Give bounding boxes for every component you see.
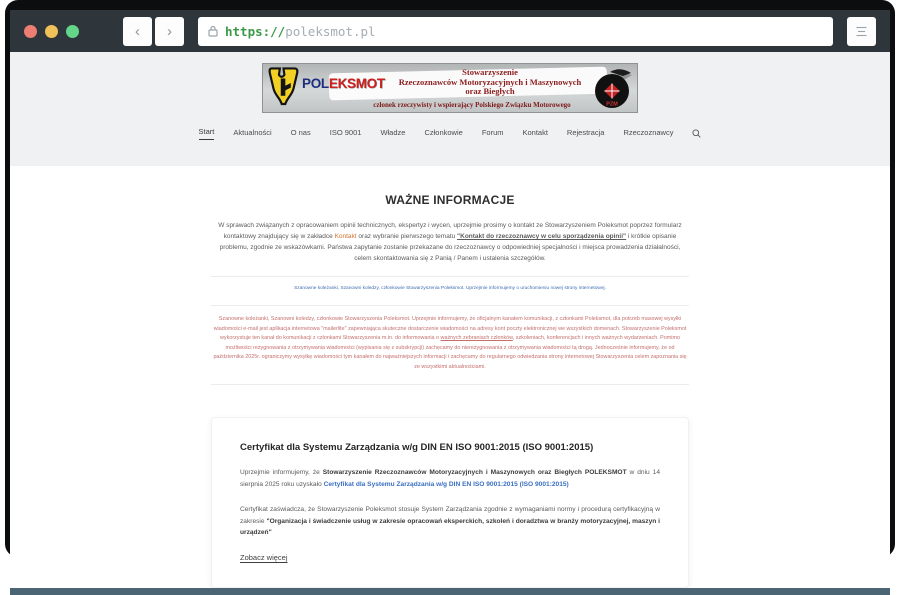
nav-item-kontakt[interactable]: Kontakt xyxy=(522,127,548,137)
forward-button[interactable] xyxy=(155,17,184,46)
browser-menu-button[interactable] xyxy=(847,17,876,46)
page-title: WAŻNE INFORMACJE xyxy=(385,193,515,207)
divider xyxy=(211,305,689,306)
cert-p2-bold-scope: "Organizacja i świadczenie usług w zakresie opracowań eksperckich, szkoleń i doradztwa w branży motoryzacyjnej, maszyn i urządzeń" xyxy=(240,517,660,536)
divider xyxy=(211,384,689,385)
kontakt-link[interactable]: Kontakt xyxy=(334,233,357,240)
address-bar[interactable] xyxy=(198,17,833,46)
red-note-text-2: , szkoleniach, konferencjach i innych ważnych wydarzeniach. Pomimo możliwości rezygnowania z otrzymywania wiadomości (wypisania się z subskrypcji) zachęcamy do nierezygnowania z otrzymywania wiadomości tą drogą. Jednocześnie informujemy, że od października 2025r. ograniczymy wysyłkę wiadomości tym kanałem do najważniejszych informacji i zachęcamy do regularnego odwiedzania strony internetowej Stowarzyszenia celem zapoznania się ze wszystkimi aktualnościami. xyxy=(213,335,687,370)
site-header xyxy=(10,52,890,166)
search-icon xyxy=(692,129,701,138)
poleksmot-tulip-logo xyxy=(268,67,299,110)
nav-item-czlonkowie[interactable]: Członkowie xyxy=(424,127,463,137)
menu-icon xyxy=(855,26,868,37)
nav-item-aktualnosci[interactable]: Aktualności xyxy=(233,127,272,137)
cert-p1-bold: Stowarzyszenie Rzeczoznawców Motoryzacyjnych i Maszynowych oraz Biegłych POLEKSMOT xyxy=(322,469,627,476)
certificate-paragraph-2 xyxy=(240,504,660,539)
chevron-right-icon: › xyxy=(167,22,172,40)
browser-titlebar xyxy=(10,10,890,52)
lock-icon xyxy=(208,25,218,37)
nav-item-wladze[interactable]: Władze xyxy=(380,127,406,137)
page-viewport xyxy=(10,52,890,588)
nav-item-rejestracja[interactable]: Rejestracja xyxy=(566,127,605,137)
traffic-light-maximize-icon[interactable] xyxy=(66,25,79,38)
certificate-card-title: Certyfikat dla Systemu Zarządzania w/g DIN EN ISO 9001:2015 (ISO 9001:2015) xyxy=(240,442,594,453)
traffic-light-close-icon[interactable] xyxy=(24,25,37,38)
window-controls xyxy=(24,25,79,38)
certificate-card xyxy=(211,417,689,588)
url-domain: poleksmot.pl xyxy=(285,23,376,39)
nav-item-o-nas[interactable]: O nas xyxy=(290,127,311,137)
back-button[interactable] xyxy=(123,17,152,46)
search-button[interactable] xyxy=(692,129,701,138)
red-note-text-1: Szanowne koleżanki, Szanowni koledzy, członkowie Stowarzyszenia Poleksmot. Uprzejmie informujemy, że oficjalnym kanałem komunikacji, z członkami Poleksmot, dla potrzeb masowej wysyłki wiadomości e-mail jest aplikacja internetowa "mailerlite" zapewniająca skuteczne dostarczenie wiadomości na adresy kont poczty elektronicznej we wszystkich domenach. Stowarzyszenie Poleksmot wykorzystuje ten kanał do komunikacji z członkami Stowarzyszenia m.in. do informowania o xyxy=(213,316,687,341)
pzm-logo xyxy=(593,67,633,111)
nav-item-forum[interactable]: Forum xyxy=(481,127,504,137)
logo-pol: POL xyxy=(302,76,329,91)
cert-p1-text-1: Uprzejmie informujemy, że xyxy=(240,469,323,476)
main-navigation xyxy=(10,127,890,140)
intro-text-3: i krótkie opisanie problemu, zgodnie ze wskazówkami. Państwa zapytanie zostanie przekazane do rzeczoznawcy o odpowiedniej specjalności i miejsca prowadzenia działalności, celem skontaktowania się z Panią / Panem i ustalenia szczegółów. xyxy=(219,233,681,262)
logo-eksmot: EKSMOT xyxy=(328,76,385,91)
intro-topic-quoted: "Kontakt do rzeczoznawcy w celu sporządzenia opinii" xyxy=(457,233,627,240)
see-more-link[interactable]: Zobacz więcej xyxy=(240,552,288,562)
chevron-left-icon: ‹ xyxy=(135,22,140,40)
cert-p1-text-2: w dniu 14 sierpnia 2025 roku uzyskało xyxy=(240,469,660,488)
banner-title-line3: oraz Biegłych xyxy=(465,86,515,96)
intro-text-1: W sprawach związanych z opracowaniem opinii technicznych, ekspertyz i wycen, uprzejmie prosimy o kontakt ze Stowarzyszeniem Poleksmot poprzez formularz kontaktowy znajdujący się w zakładce xyxy=(218,222,682,240)
important-meetings-link[interactable]: ważnych zebraniach członków xyxy=(440,335,513,341)
certificate-link[interactable]: Certyfikat dla Systemu Zarządzania w/g DIN EN ISO 9001:2015 (ISO 9001:2015) xyxy=(323,480,569,488)
cert-p2-text-1: Certyfikat zaświadcza, że Stowarzyszenie Poleksmot stosuje System Zarządzania zgodnie z wymaganiami normy i procedurą certyfikacyjną w zakresie xyxy=(240,506,660,525)
nav-item-rzeczoznawcy[interactable]: Rzeczoznawcy xyxy=(623,127,674,137)
pzm-badge-text: PZM xyxy=(606,101,618,108)
nav-item-start[interactable]: Start xyxy=(199,127,215,140)
divider xyxy=(211,276,689,277)
banner-subtitle: członek rzeczywisty i wspierający Polskiego Związku Motorowego xyxy=(373,101,571,109)
banner-title-line1: Stowarzyszenie xyxy=(462,67,518,77)
intro-paragraph xyxy=(211,220,689,264)
banner-title xyxy=(381,68,599,97)
new-website-announcement: Szanowne koleżanki, Szanowni koledzy, członkowie Stowarzyszenia Poleksmot. Uprzejmie informujemy o uruchomieniu nowej strony internetowej. xyxy=(294,286,606,291)
traffic-light-minimize-icon[interactable] xyxy=(45,25,58,38)
logo-wordmark xyxy=(302,76,385,91)
intro-text-2: oraz wybranie pierwszego tematu xyxy=(356,233,458,240)
site-banner xyxy=(262,63,638,113)
certificate-paragraph-1 xyxy=(240,467,660,490)
nav-item-iso-9001[interactable]: ISO 9001 xyxy=(329,127,362,137)
mail-channel-announcement xyxy=(211,315,689,372)
browser-window xyxy=(5,0,895,562)
banner-title-line2: Rzeczoznawców Motoryzacyjnych i Maszynowych xyxy=(398,76,582,87)
url-protocol: https:// xyxy=(225,23,286,39)
main-content xyxy=(10,193,890,588)
window-bottom-edge xyxy=(10,588,890,595)
